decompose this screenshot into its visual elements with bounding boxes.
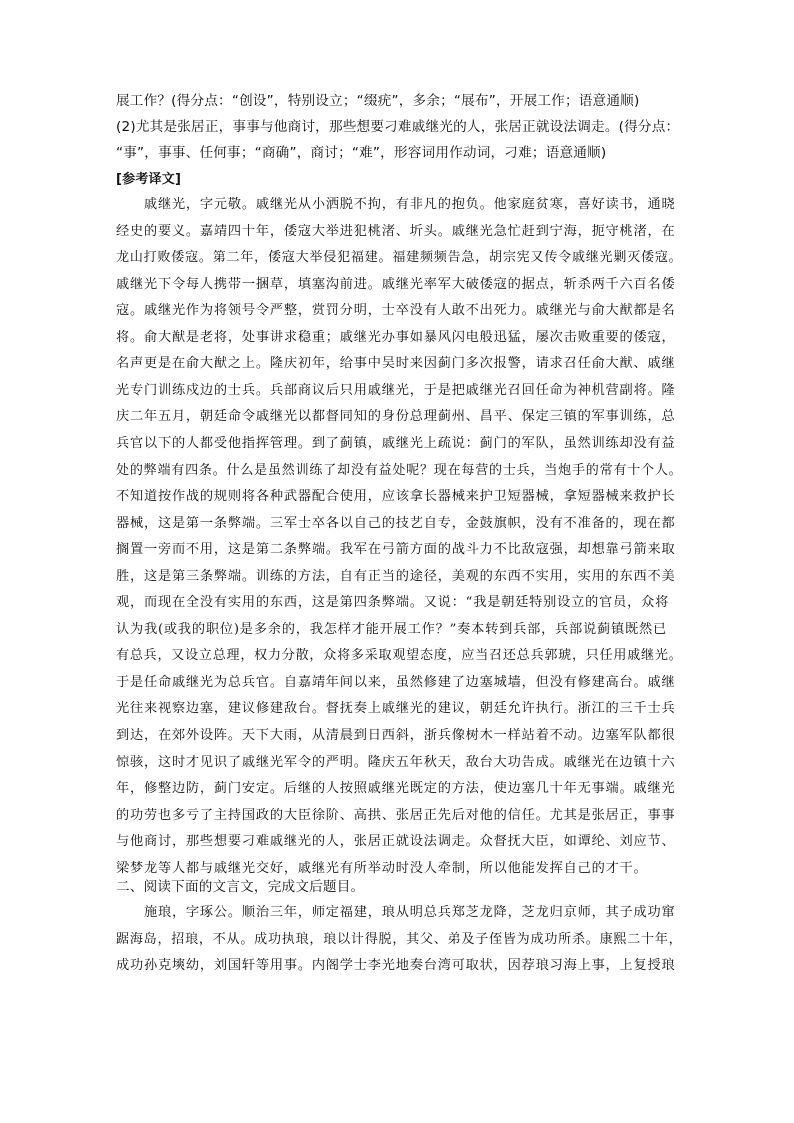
translation-line: 经史的要义。嘉靖四十年，倭寇大举进犯桃渚、圻头。戚继光急忙赶到宁海，扼守桃渚，在 (116, 223, 676, 239)
translation-line: 胜，这是第三条弊端。训练的方法，自有正当的途径，美观的东西不实用，实用的东西不美 (116, 568, 676, 584)
answer-line-1: 展工作？(得分点：“创设”，特别设立；“缀疣”，多余；“展布”，开展工作；语意通顺) (116, 93, 640, 109)
translation-line: 认为我(或我的职位)是多余的，我怎样才能开展工作？”奏本转到兵部，兵部说蓟镇既然已 (116, 621, 667, 637)
translation-line: 光专门训练戍边的士兵。兵部商议后只用戚继光，于是把戚继光召回任命为神机营副将。隆 (116, 382, 676, 398)
translation-line: 将。俞大猷是老将，处事讲求稳重；戚继光办事如暴风闪电般迅猛，屡次击败重要的倭寇， (116, 329, 676, 345)
section-2-line: 施琅，字琢公。顺治三年，师定福建，琅从明总兵郑芝龙降，芝龙归京师，其子成功窜 (116, 905, 676, 920)
translation-line: 的功劳也多亏了主持国政的大臣徐阶、高拱、张居正先后对他的信任。尤其是张居正，事事 (116, 807, 676, 823)
translation-line: 惊骇，这时才见识了戚继光军令的严明。隆庆五年秋天，敌台大功告成。戚继光在边镇十六 (116, 754, 676, 770)
answer-line-3: “事”，事事、任何事；“商确”，商讨；“难”，形容词用作动词，刁难；语意通顺) (116, 145, 607, 161)
translation-line: 戚继光，字元敬。戚继光从小洒脱不拘，有非凡的抱负。他家庭贫寒，喜好读书，通晓 (116, 197, 676, 212)
translation-line: 戚继光下令每人携带一捆草，填塞沟前进。戚继光率军大破倭寇的据点，斩杀两千六百名倭 (116, 276, 676, 292)
translation-line: 名声更是在俞大猷之上。隆庆初年，给事中吴时来因蓟门多次报警，请求召任俞大猷、戚继 (116, 356, 676, 372)
translation-line: 寇。戚继光作为将领号令严整，赏罚分明，士卒没有人敢不出死力。戚继光与俞大猷都是名 (116, 303, 676, 319)
translation-heading: [参考译文] (116, 172, 182, 187)
translation-line: 有总兵，又设立总理，权力分散，众将多采取观望态度，应当召还总兵郭琥，只任用戚继光。 (116, 648, 683, 664)
translation-line: 龙山打败倭寇。第二年，倭寇大举侵犯福建。福建频频告急，胡宗宪又传令戚继光剿灭倭寇。 (116, 250, 683, 266)
translation-line: 观，而现在全没有实用的东西，这是第四条弊端。又说：“我是朝廷特别设立的官员，众将 (116, 595, 670, 611)
translation-line: 梁梦龙等人都与戚继光交好，戚继光有所举动时没人牵制，所以他能发挥自己的才干。 (116, 860, 648, 876)
translation-line: 庆二年五月，朝廷命令戚继光以都督同知的身份总理蓟州、昌平、保定三镇的军事训练，总 (116, 409, 676, 425)
section-2-line: 踞海岛，招琅，不从。成功执琅，琅以计得脱，其父、弟及子侄皆为成功所杀。康熙二十年， (116, 931, 683, 947)
translation-line: 于是任命戚继光为总兵官。自嘉靖年间以来，虽然修建了边塞城墙，但没有修建高台。戚继 (116, 674, 676, 690)
section-2-heading: 二、阅读下面的文言文，完成文后题目。 (116, 879, 365, 895)
section-2-line: 成功孙克塽幼，刘国轩等用事。内阁学士李光地奏台湾可取状，因荐琅习海上事，上复授琅 (116, 958, 676, 973)
translation-line: 搁置一旁而不用，这是第二条弊端。我军在弓箭方面的战斗力不比敌寇强，却想靠弓箭来取 (116, 542, 676, 558)
translation-line: 到达，在郊外设阵。天下大雨，从清晨到日西斜，浙兵像树木一样站着不动。边塞军队都很 (116, 728, 676, 743)
translation-line: 器械，这是第一条弊端。三军士卒各以自己的技艺自专，金鼓旗帜，没有不准备的，现在都 (116, 515, 676, 531)
translation-line: 与他商讨，那些想要刁难戚继光的人，张居正就设法调走。众督抚大臣，如谭纶、刘应节、 (116, 834, 676, 850)
translation-line: 年，修整边防，蓟门安定。后继的人按照戚继光既定的方法，使边塞几十年无事端。戚继光 (116, 781, 676, 797)
translation-line: 不知道按作战的规则将各种武器配合使用，应该拿长器械来护卫短器械，拿短器械来救护长 (116, 489, 676, 505)
translation-line: 处的弊端有四条。什么是虽然训练了却没有益处呢？现在每营的士兵，当炮手的常有十个人。 (116, 462, 683, 478)
answer-line-2: (2)尤其是张居正，事事与他商讨，那些想要刁难戚继光的人，张居正就设法调走。(得分点： (116, 119, 680, 135)
translation-line: 光往来视察边塞，建议修建敌台。督抚奏上戚继光的建议，朝廷允许执行。浙江的三千士兵 (116, 701, 676, 717)
translation-line: 兵官以下的人都受他指挥管理。到了蓟镇，戚继光上疏说：蓟门的军队，虽然训练却没有益 (116, 435, 676, 451)
